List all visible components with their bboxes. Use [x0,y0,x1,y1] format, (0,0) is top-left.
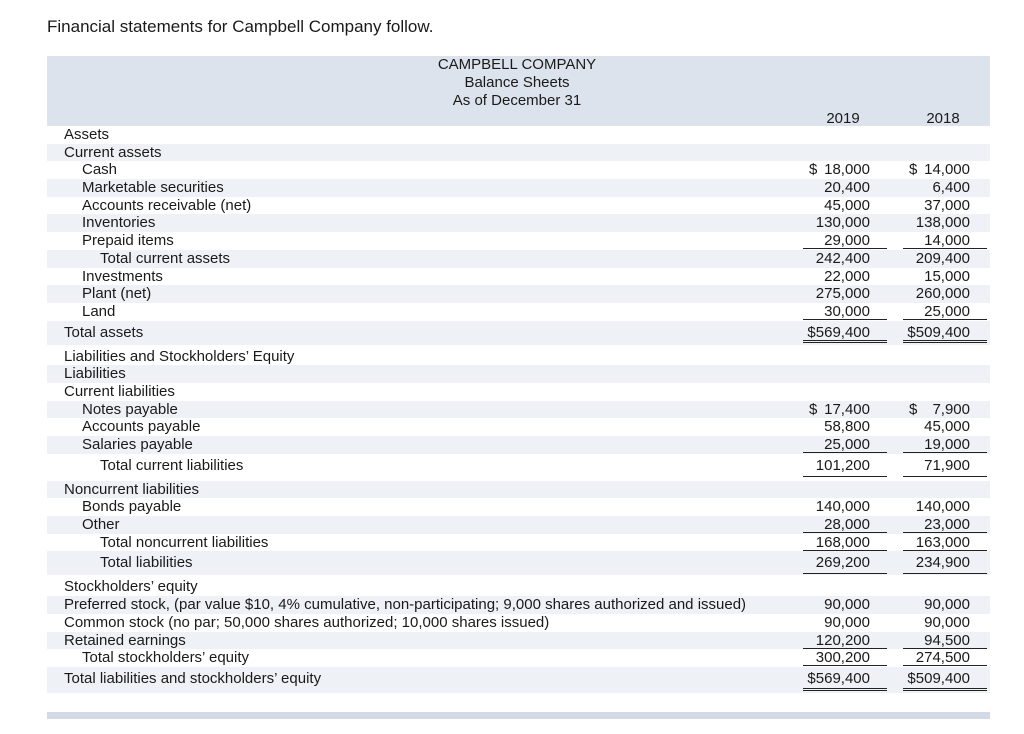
value-2018: $509,400 [907,669,970,687]
dollar-sign: $ [909,400,918,418]
value-2019: $569,400 [807,323,870,341]
double-underline [903,338,987,343]
row-land [47,303,990,321]
section-noncurrent-liabilities [47,481,990,499]
section-current-liabilities [47,383,990,401]
row-label: Total assets [64,323,144,341]
row-label: Accounts receivable (net) [82,196,252,214]
row-label: Notes payable [82,400,178,418]
row-label: Liabilities [64,365,126,383]
row-label: Preferred stock, (par value $10, 4% cumulative, non-participating; 9,000 shares authorized and issued) [64,596,747,614]
row-label: Common stock (no par; 50,000 shares authorized; 10,000 shares issued) [64,613,550,631]
row-prepaid-items [47,232,990,250]
value-2019: 168,000 [815,533,870,551]
value-2019: 22,000 [824,267,870,285]
value-2018: 14,000 [924,161,970,179]
double-underline [903,686,987,691]
value-2018: 163,000 [915,533,970,551]
row-label: Total current liabilities [100,456,244,474]
row-plant [47,285,990,303]
value-2018: 45,000 [924,418,970,436]
row-accounts-payable [47,418,990,436]
row-total-liabilities [47,551,990,575]
row-label: Prepaid items [82,232,174,250]
row-label: Salaries payable [82,436,193,453]
value-2018: 6,400 [932,179,970,197]
value-2018: 15,000 [924,267,970,285]
year-2018-header: 2018 [926,110,960,127]
row-label: Plant (net) [82,285,152,303]
row-label: Stockholders’ equity [64,578,198,596]
value-2019: 20,400 [824,179,870,197]
row-total-assets [47,321,990,345]
row-label: Total noncurrent liabilities [100,533,269,551]
value-2019: 120,200 [815,631,870,649]
row-label: Current assets [64,143,162,161]
value-2018: 7,900 [932,400,970,418]
value-2018: 234,900 [915,554,970,572]
value-2018: 274,500 [915,649,970,667]
dollar-sign: $ [909,161,918,179]
footer-bar [47,712,990,719]
section-liabilities-equity [47,348,990,366]
double-underline [803,338,887,343]
underline [903,476,987,477]
row-cash [47,161,990,179]
balance-sheet [47,56,990,693]
value-2018: 23,000 [924,516,970,534]
value-2018: 90,000 [924,613,970,631]
row-label: Liabilities and Stockholders’ Equity [64,347,295,365]
company-name: CAMPBELL COMPANY [437,56,597,73]
sheet-header [47,56,990,126]
row-total-current-liabilities [47,454,990,478]
section-stockholders-equity [47,578,990,596]
row-label: Assets [64,126,110,143]
row-bonds-payable [47,498,990,516]
value-2019: 30,000 [824,302,870,320]
row-label: Investments [82,267,163,285]
value-2019: 242,400 [815,249,870,267]
value-2018: 140,000 [915,498,970,516]
value-2018: 94,500 [924,631,970,649]
row-label: Accounts payable [82,418,201,436]
row-label: Bonds payable [82,498,182,516]
row-common-stock [47,614,990,632]
row-total-current-assets [47,250,990,268]
row-investments [47,268,990,286]
row-label: Retained earnings [64,631,186,649]
value-2018: 19,000 [924,436,970,453]
value-2018: $509,400 [907,323,970,341]
year-2019-header: 2019 [826,110,860,127]
value-2018: 138,000 [915,214,970,232]
value-2018: 90,000 [924,596,970,614]
row-label: Total current assets [100,249,231,267]
row-label: Noncurrent liabilities [64,480,200,498]
value-2018: 260,000 [915,285,970,303]
value-2019: 17,400 [824,400,870,418]
statement-title: Balance Sheets [464,74,570,91]
row-label: Land [82,302,116,320]
value-2019: 101,200 [815,456,870,474]
row-label: Inventories [82,214,156,232]
value-2019: 300,200 [815,649,870,667]
dollar-sign: $ [809,161,818,179]
row-accounts-receivable [47,197,990,215]
dollar-sign: $ [809,400,818,418]
row-label: Other [82,516,120,534]
value-2019: 29,000 [824,232,870,250]
value-2019: 45,000 [824,196,870,214]
section-liabilities [47,365,990,383]
row-total-stockholders-equity [47,649,990,667]
row-notes-payable [47,401,990,419]
value-2019: 269,200 [815,554,870,572]
value-2019: 25,000 [824,436,870,453]
value-2018: 71,900 [924,456,970,474]
row-label: Total liabilities and stockholders’ equity [64,669,322,687]
row-label: Cash [82,161,118,179]
value-2019: $569,400 [807,669,870,687]
row-marketable-securities [47,179,990,197]
row-label: Marketable securities [82,179,224,197]
row-label: Total stockholders’ equity [82,649,250,667]
underline [903,573,987,574]
value-2019: 275,000 [815,285,870,303]
underline [803,573,887,574]
row-label: Total liabilities [100,554,193,572]
value-2019: 130,000 [815,214,870,232]
row-preferred-stock [47,596,990,614]
section-assets [47,126,990,144]
row-inventories [47,214,990,232]
value-2019: 90,000 [824,613,870,631]
intro-text: Financial statements for Campbell Company follow. [47,17,434,36]
row-other [47,516,990,534]
value-2018: 14,000 [924,232,970,250]
double-underline [803,686,887,691]
value-2019: 90,000 [824,596,870,614]
row-salaries-payable [47,436,990,454]
row-total-noncurrent-liabilities [47,534,990,552]
as-of-date: As of December 31 [452,92,582,109]
row-total-liabilities-equity [47,667,990,693]
value-2018: 209,400 [915,249,970,267]
row-label: Current liabilities [64,382,175,400]
value-2019: 28,000 [824,516,870,534]
value-2019: 18,000 [824,161,870,179]
underline [803,476,887,477]
section-current-assets [47,144,990,162]
value-2019: 140,000 [815,498,870,516]
row-retained-earnings [47,632,990,650]
value-2018: 25,000 [924,302,970,320]
value-2019: 58,800 [824,418,870,436]
value-2018: 37,000 [924,196,970,214]
